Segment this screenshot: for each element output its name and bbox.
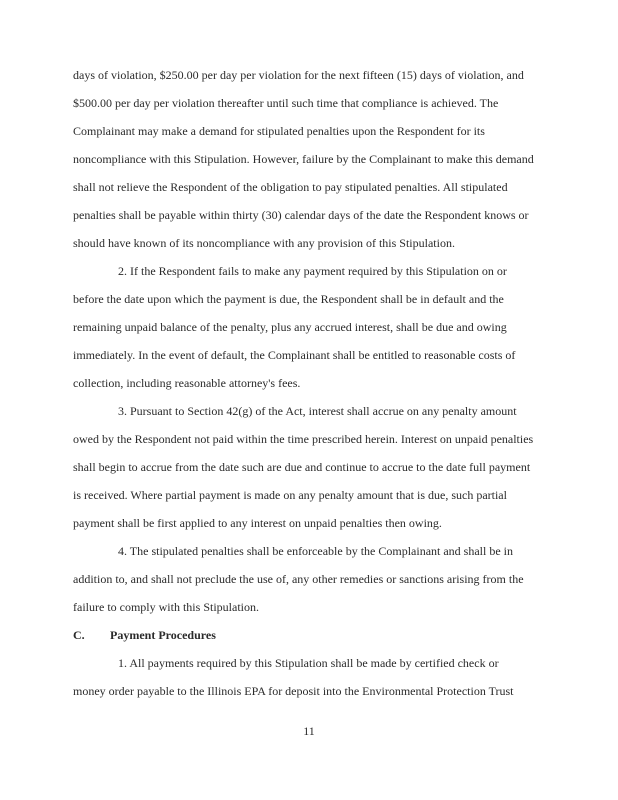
text-line: noncompliance with this Stipulation. However, failure by the Complainant to make this demand [73, 152, 534, 166]
text-line: money order payable to the Illinois EPA for deposit into the Environmental Protection Trust [73, 684, 514, 698]
text-line: payment shall be first applied to any interest on unpaid penalties then owing. [73, 516, 442, 530]
text-line: should have known of its noncompliance with any provision of this Stipulation. [73, 236, 455, 250]
text-line: shall not relieve the Respondent of the obligation to pay stipulated penalties. All stipulated [73, 180, 508, 194]
section-letter: C. [73, 628, 85, 642]
section-heading: Payment Procedures [110, 628, 216, 642]
text-line: $500.00 per day per violation thereafter until such time that compliance is achieved. The [73, 96, 499, 110]
text-line: days of violation, $250.00 per day per violation for the next fifteen (15) days of violation, and [73, 68, 524, 82]
text-line: remaining unpaid balance of the penalty, plus any accrued interest, shall be due and owing [73, 320, 507, 334]
text-line: Complainant may make a demand for stipulated penalties upon the Respondent for its [73, 124, 485, 138]
paragraph-4-first-line: 4. The stipulated penalties shall be enforceable by the Complainant and shall be in [118, 544, 513, 558]
text-line: addition to, and shall not preclude the use of, any other remedies or sanctions arising from the [73, 572, 524, 586]
text-line: penalties shall be payable within thirty (30) calendar days of the date the Respondent knows or [73, 208, 529, 222]
text-line: is received. Where partial payment is made on any penalty amount that is due, such partial [73, 488, 507, 502]
text-line: shall begin to accrue from the date such are due and continue to accrue to the date full payment [73, 460, 531, 474]
page-number: 11 [303, 724, 315, 738]
paragraph-5-first-line: 1. All payments required by this Stipulation shall be made by certified check or [118, 656, 499, 670]
text-line: failure to comply with this Stipulation. [73, 600, 259, 614]
text-line: owed by the Respondent not paid within the time prescribed herein. Interest on unpaid penalties [73, 432, 534, 446]
paragraph-3-first-line: 3. Pursuant to Section 42(g) of the Act, interest shall accrue on any penalty amount [118, 404, 517, 418]
text-line: before the date upon which the payment is due, the Respondent shall be in default and the [73, 292, 504, 306]
text-line: immediately. In the event of default, the Complainant shall be entitled to reasonable costs of [73, 348, 516, 362]
paragraph-2-first-line: 2. If the Respondent fails to make any payment required by this Stipulation on or [118, 264, 507, 278]
text-line: collection, including reasonable attorney's fees. [73, 376, 301, 390]
